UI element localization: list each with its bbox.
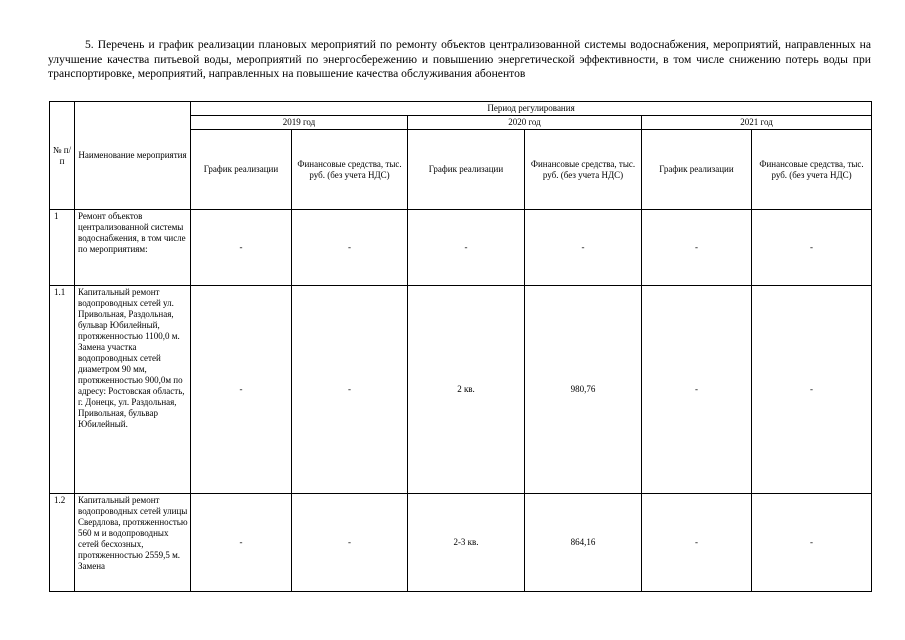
- table-cell: -: [642, 286, 752, 494]
- table-cell: -: [191, 210, 292, 286]
- table-cell: -: [525, 210, 642, 286]
- header-num: № п/п: [50, 102, 75, 210]
- table-cell: -: [292, 210, 408, 286]
- table-row: [50, 286, 872, 494]
- header-schedule: График реализации: [191, 130, 292, 210]
- row-name-cell: [75, 494, 191, 592]
- header-year: 2020 год: [408, 116, 642, 130]
- header-period: Период регулирования: [191, 102, 872, 116]
- row-name: Капитальный ремонт водопроводных сетей ул. Привольная, Раздольная, бульвар Юбилейный, протяженностью 1100,0 м. Замена участка водопроводных сетей диаметром 90 мм, протяженностью 900,0м по адресу: Ростовская область, г. Донецк, ул. Раздольная, Привольная, бульвар Юбилейный.: [75, 286, 191, 494]
- section-intro-text: 5. Перечень и график реализации плановых мероприятий по ремонту объектов централизованной системы водоснабжения, мероприятий, направленных на улучшение качества питьевой воды, мероприятий по энергосбережению и повышению энергетической эффективности, в том числе снижению потерь воды при транспортировке, мероприятий, направленных на повышение качества обслуживания абонентов: [48, 38, 871, 80]
- table-cell: -: [752, 210, 872, 286]
- table-cell: -: [191, 494, 292, 592]
- row-name: Ремонт объектов централизованной системы водоснабжения, в том числе по мероприятиям:: [75, 210, 191, 286]
- header-year: 2021 год: [642, 116, 872, 130]
- table-cell: -: [292, 494, 408, 592]
- table-cell: -: [642, 494, 752, 592]
- table-row: [50, 494, 872, 592]
- table-cell: 2 кв.: [408, 286, 525, 494]
- header-name: Наименование мероприятия: [75, 102, 191, 210]
- table-cell: 864,16: [525, 494, 642, 592]
- table-cell: -: [292, 286, 408, 494]
- table-cell: -: [408, 210, 525, 286]
- header-finance: Финансовые средства, тыс. руб. (без учета НДС): [525, 130, 642, 210]
- row-num: 1: [50, 210, 75, 286]
- header-finance: Финансовые средства, тыс. руб. (без учета НДС): [752, 130, 872, 210]
- header-schedule: График реализации: [408, 130, 525, 210]
- row-name: Капитальный ремонт водопроводных сетей улицы Свердлова, протяженностью 560 м и водопроводных сетей бесхозных, протяженностью 2559,5 м. Замена: [78, 495, 188, 571]
- table-cell: -: [752, 286, 872, 494]
- table-row: [50, 210, 872, 286]
- table-cell: -: [642, 210, 752, 286]
- row-num: 1.2: [50, 494, 75, 592]
- table-cell: -: [191, 286, 292, 494]
- header-schedule: График реализации: [642, 130, 752, 210]
- table-cell: -: [752, 494, 872, 592]
- header-year: 2019 год: [191, 116, 408, 130]
- table-cell: 980,76: [525, 286, 642, 494]
- header-finance: Финансовые средства, тыс. руб. (без учета НДС): [292, 130, 408, 210]
- plan-table: [49, 101, 872, 592]
- table-cell: 2-3 кв.: [408, 494, 525, 592]
- row-num: 1.1: [50, 286, 75, 494]
